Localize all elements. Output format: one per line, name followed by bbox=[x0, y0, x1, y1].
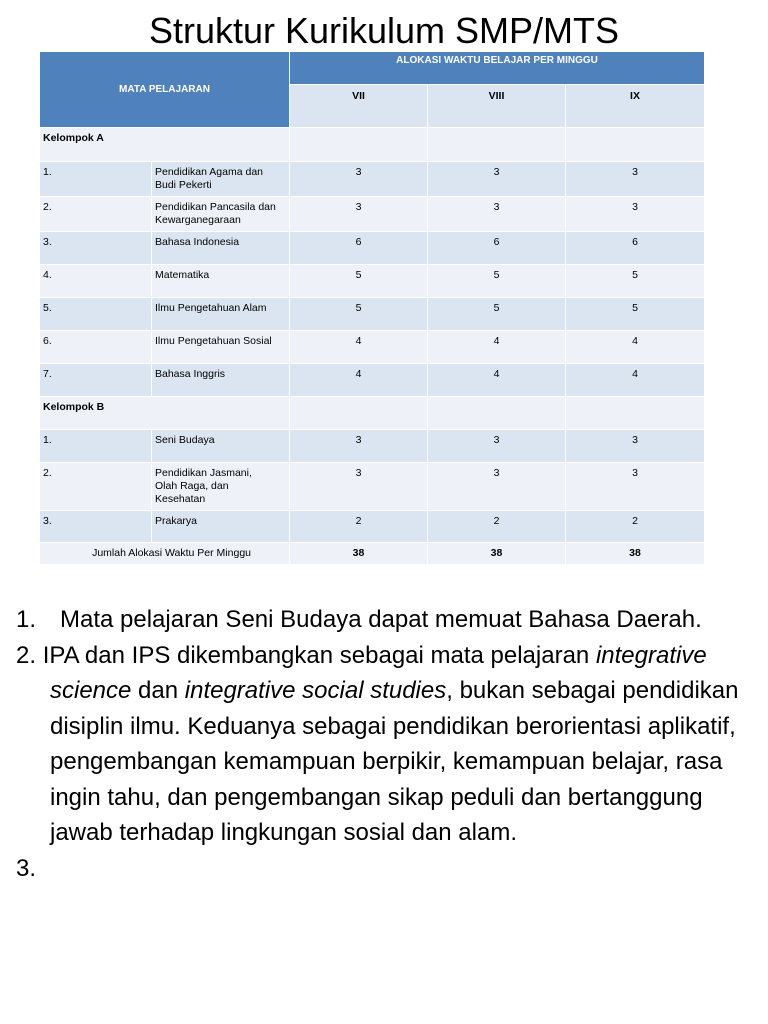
subject-name: Pendidikan Pancasila dan Kewarganegaraan bbox=[152, 197, 290, 232]
table-row bbox=[40, 331, 705, 364]
note-number: 3. bbox=[16, 854, 37, 882]
hours-viii: 4 bbox=[428, 331, 566, 364]
hours-ix: 3 bbox=[566, 162, 705, 197]
header-grade-viii: VIII bbox=[428, 85, 566, 128]
row-number: 3. bbox=[40, 511, 152, 543]
hours-vii: 4 bbox=[290, 364, 428, 397]
total-label: Jumlah Alokasi Waktu Per Minggu bbox=[40, 543, 290, 565]
row-number: 6. bbox=[40, 331, 152, 364]
group-label: Kelompok B bbox=[40, 397, 290, 430]
hours-vii: 4 bbox=[290, 331, 428, 364]
hours-ix: 3 bbox=[566, 430, 705, 463]
hours-viii: 5 bbox=[428, 265, 566, 298]
hours-vii: 5 bbox=[290, 298, 428, 331]
table-row bbox=[40, 364, 705, 397]
group-row-b bbox=[40, 397, 705, 430]
hours-vii: 3 bbox=[290, 162, 428, 197]
hours-viii: 3 bbox=[428, 197, 566, 232]
table-row bbox=[40, 232, 705, 265]
row-number: 2. bbox=[40, 463, 152, 511]
header-grade-ix: IX bbox=[566, 85, 705, 128]
hours-vii: 3 bbox=[290, 197, 428, 232]
note-1 bbox=[16, 602, 756, 638]
hours-ix: 4 bbox=[566, 331, 705, 364]
header-grade-vii: VII bbox=[290, 85, 428, 128]
notes-list bbox=[16, 602, 756, 886]
note-text-part: IPA dan IPS dikembangkan sebagai mata pelajaran bbox=[42, 641, 590, 669]
total-row bbox=[40, 543, 705, 565]
subject-name: Matematika bbox=[152, 265, 290, 298]
hours-ix: 5 bbox=[566, 265, 705, 298]
table-row bbox=[40, 298, 705, 331]
slide-title: Struktur Kurikulum SMP/MTS bbox=[148, 10, 620, 51]
hours-ix: 3 bbox=[566, 197, 705, 232]
table-row bbox=[40, 430, 705, 463]
hours-viii: 3 bbox=[428, 463, 566, 511]
row-number: 1. bbox=[40, 430, 152, 463]
note-text-part: dan bbox=[138, 677, 179, 704]
hours-ix: 6 bbox=[566, 232, 705, 265]
subject-name: Bahasa Indonesia bbox=[152, 232, 290, 265]
total-ix: 38 bbox=[566, 543, 705, 565]
row-number: 7. bbox=[40, 364, 152, 397]
hours-vii: 2 bbox=[290, 511, 428, 543]
note-text-part: , bukan sebagai pendidikan disiplin ilmu. Keduanya sebagai pendidikan berorientasi aplikatif, pengembangan kemampuan berpikir, kemampuan belajar, rasa ingin tahu, dan pengembangan sikap peduli dan bertanggung jawab terhadap lingkungan sosial dan alam. bbox=[50, 677, 739, 846]
hours-viii: 3 bbox=[428, 430, 566, 463]
hours-viii: 2 bbox=[428, 511, 566, 543]
hours-viii: 4 bbox=[428, 364, 566, 397]
row-number: 1. bbox=[40, 162, 152, 197]
subject-name: Seni Budaya bbox=[152, 430, 290, 463]
note-number: 2. bbox=[16, 641, 37, 669]
note-italic-term: integrative social studies bbox=[184, 677, 447, 704]
table-row bbox=[40, 265, 705, 298]
subject-name: Ilmu Pengetahuan Sosial bbox=[152, 331, 290, 364]
hours-vii: 3 bbox=[290, 430, 428, 463]
hours-viii: 5 bbox=[428, 298, 566, 331]
hours-vii: 6 bbox=[290, 232, 428, 265]
hours-ix: 5 bbox=[566, 298, 705, 331]
group-label: Kelompok A bbox=[40, 128, 290, 162]
note-2 bbox=[16, 638, 756, 851]
total-vii: 38 bbox=[290, 543, 428, 565]
subject-name: Pendidikan Agama dan Budi Pekerti bbox=[152, 162, 290, 197]
note-number: 1. bbox=[16, 606, 37, 633]
hours-viii: 3 bbox=[428, 162, 566, 197]
header-subject: MATA PELAJARAN bbox=[40, 52, 290, 128]
note-text: Mata pelajaran Seni Budaya dapat memuat Bahasa Daerah. bbox=[60, 606, 702, 633]
table-row bbox=[40, 511, 705, 543]
group-row-a bbox=[40, 128, 705, 162]
total-viii: 38 bbox=[428, 543, 566, 565]
row-number: 5. bbox=[40, 298, 152, 331]
row-number: 4. bbox=[40, 265, 152, 298]
table-row bbox=[40, 197, 705, 232]
hours-viii: 6 bbox=[428, 232, 566, 265]
subject-name: Prakarya bbox=[152, 511, 290, 543]
note-italic-term: integrative science bbox=[50, 641, 707, 704]
subject-name: Ilmu Pengetahuan Alam bbox=[152, 298, 290, 331]
table-row bbox=[40, 463, 705, 511]
row-number: 3. bbox=[40, 232, 152, 265]
row-number: 2. bbox=[40, 197, 152, 232]
hours-ix: 3 bbox=[566, 463, 705, 511]
curriculum-table bbox=[39, 51, 705, 565]
subject-name: Pendidikan Jasmani, Olah Raga, dan Kesehatan bbox=[152, 463, 290, 511]
subject-name: Bahasa Inggris bbox=[152, 364, 290, 397]
header-allocation: ALOKASI WAKTU BELAJAR PER MINGGU bbox=[290, 52, 705, 85]
hours-vii: 3 bbox=[290, 463, 428, 511]
hours-ix: 2 bbox=[566, 511, 705, 543]
table-row bbox=[40, 162, 705, 197]
hours-vii: 5 bbox=[290, 265, 428, 298]
hours-ix: 4 bbox=[566, 364, 705, 397]
note-3 bbox=[16, 851, 756, 887]
